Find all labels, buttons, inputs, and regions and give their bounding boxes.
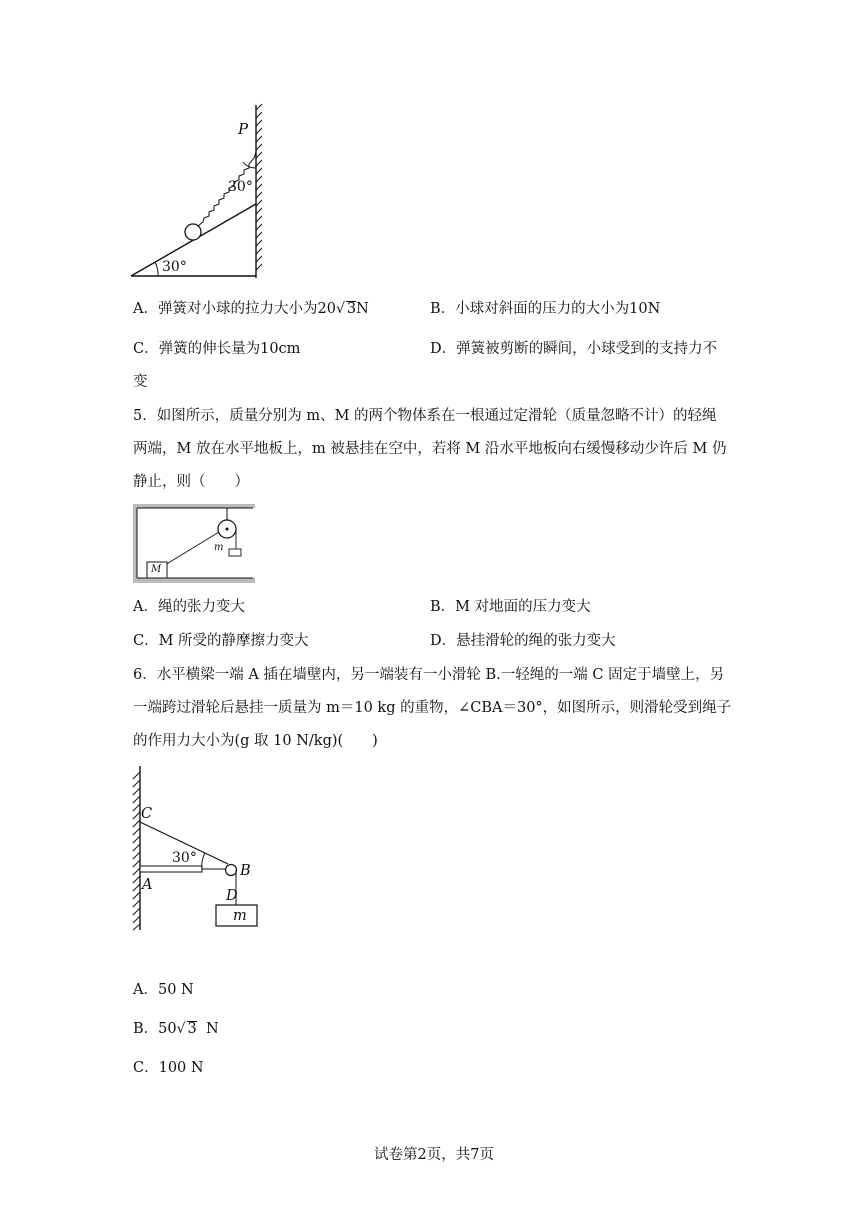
q5-option-a[interactable]: A．绳的张力变大 bbox=[133, 599, 245, 615]
q5-label-m: m bbox=[214, 542, 224, 553]
q6-label-m: m bbox=[233, 908, 247, 924]
q6-option-b[interactable]: B．50√ 3 N bbox=[133, 1021, 219, 1037]
q4-option-c[interactable]: C．弹簧的伸长量为10cm bbox=[133, 341, 301, 357]
q5-option-c[interactable]: C．M 所受的静摩擦力变大 bbox=[133, 633, 309, 649]
q6-label-a: A bbox=[142, 877, 153, 893]
q6-label-c: C bbox=[141, 806, 153, 822]
q6-label-b: B bbox=[240, 863, 251, 879]
q4-angle-top: 30° bbox=[228, 179, 253, 195]
q5-stem-line1: 5．如图所示，质量分别为 m、M 的两个物体系在一根通过定滑轮（质量忽略不计）的轻绳 bbox=[133, 408, 717, 424]
q6-stem-line1: 6．水平横梁一端 A 插在墙壁内，另一端装有一小滑轮 B.一轻绳的一端 C 固定于墙壁上，另 bbox=[133, 667, 725, 683]
q6-stem-line2: 一端跨过滑轮后悬挂一质量为 m＝10 kg 的重物，∠CBA＝30°，如图所示，则滑轮受到绳子 bbox=[133, 700, 732, 716]
q5-option-d[interactable]: D．悬挂滑轮的绳的张力变大 bbox=[430, 633, 616, 649]
q4-label-p: P bbox=[238, 120, 249, 138]
q6-angle: 30° bbox=[172, 850, 197, 866]
q5-stem-line2: 两端，M 放在水平地板上，m 被悬挂在空中，若将 M 沿水平地板向右缓慢移动少许后 M 仍 bbox=[133, 441, 727, 457]
q4-angle-bottom: 30° bbox=[162, 259, 187, 275]
q6-option-a[interactable]: A．50 N bbox=[133, 982, 194, 998]
q5-label-M: M bbox=[151, 564, 162, 575]
q4-figure bbox=[128, 100, 278, 285]
q6-figure bbox=[128, 764, 268, 934]
q4-option-a[interactable]: A．弹簧对小球的拉力大小为20√ 3N bbox=[133, 301, 369, 317]
q5-option-b[interactable]: B．M 对地面的压力变大 bbox=[430, 599, 591, 615]
page-footer: 试卷第2页，共7页 bbox=[374, 1147, 494, 1163]
sqrt-symbol: √ bbox=[176, 1021, 186, 1037]
q4-option-d[interactable]: D．弹簧被剪断的瞬间，小球受到的支持力不 bbox=[430, 341, 718, 357]
q5-stem-line3: 静止，则（ ） bbox=[133, 474, 249, 490]
q4-option-d-cont: 变 bbox=[133, 374, 148, 390]
q6-option-c[interactable]: C．100 N bbox=[133, 1060, 204, 1076]
q4-option-b[interactable]: B．小球对斜面的压力的大小为10N bbox=[430, 301, 661, 317]
q6-label-d: D bbox=[226, 888, 238, 904]
q6-stem-line3: 的作用力大小为(g 取 10 N/kg)( ) bbox=[133, 733, 378, 749]
sqrt-symbol: √ bbox=[335, 301, 345, 317]
